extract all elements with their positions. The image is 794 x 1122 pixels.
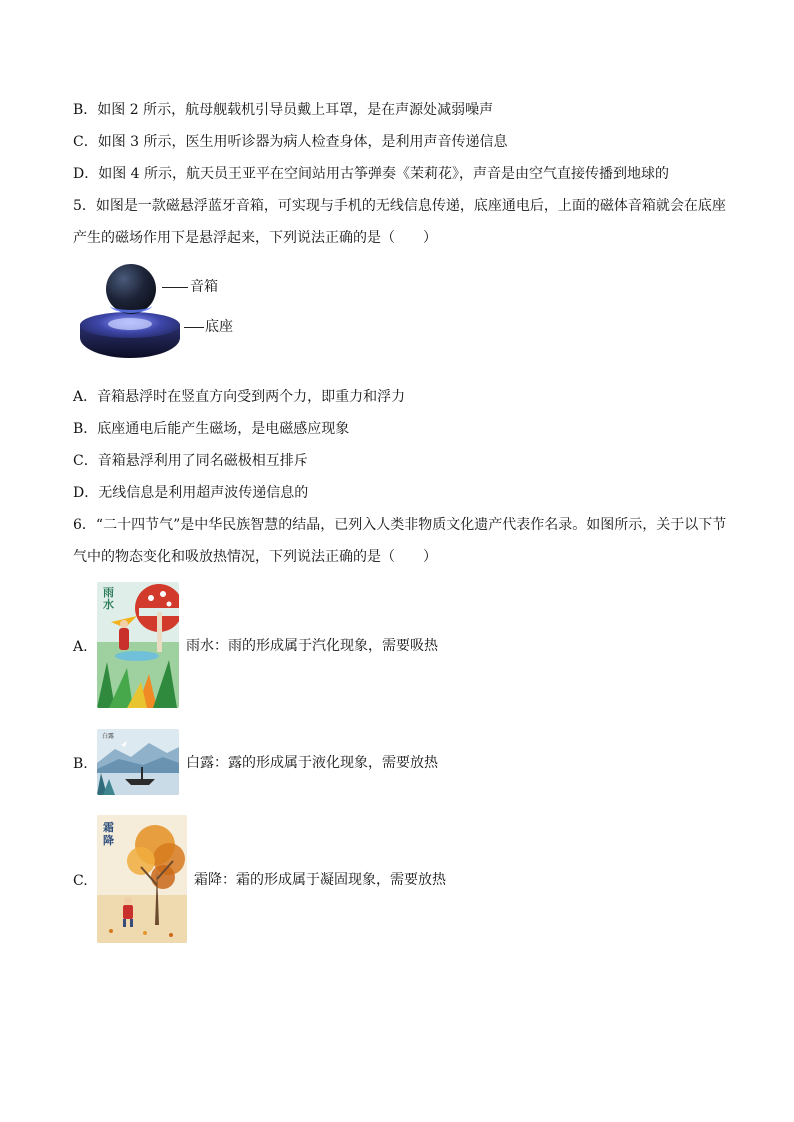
poster-frost-descent <box>97 815 187 943</box>
poster-frost-descent-title: 霜降 <box>103 821 114 847</box>
speaker-figure <box>78 262 188 368</box>
q4-option-c: C．如图 3 所示，医生用听诊器为病人检查身体，是利用声音传递信息 <box>73 134 508 150</box>
speaker-ball-ring <box>110 298 152 313</box>
q6-stem-line-1: 6．“二十四节气”是中华民族智慧的结晶，已列入人类非物质文化遗产代表作名录。如图所示，关于以下节 <box>73 517 727 533</box>
q4-option-d: D．如图 4 所示，航天员王亚平在空间站用古筝弹奏《茉莉花》，声音是由空气直接传播到地球的 <box>73 166 670 182</box>
q5-option-a: A．音箱悬浮时在竖直方向受到两个力，即重力和浮力 <box>73 389 406 405</box>
q5-stem-line-2: 产生的磁场作用下是悬浮起来，下列说法正确的是（ ） <box>73 230 437 246</box>
poster-white-dew-title: 白露 <box>102 733 115 740</box>
callout-line-speaker <box>162 287 188 288</box>
callout-label-base: 底座 <box>205 319 233 335</box>
q6-option-b-label: B. <box>73 756 88 772</box>
q6-stem-line-2: 气中的物态变化和吸放热情况，下列说法正确的是（ ） <box>73 549 437 565</box>
q4-option-b: B．如图 2 所示，航母舰载机引导员戴上耳罩，是在声源处减弱噪声 <box>73 102 494 118</box>
q6-option-a-label: A. <box>73 639 88 655</box>
q6-option-b-text: 白露：露的形成属于液化现象，需要放热 <box>186 755 438 771</box>
q5-stem-line-1: 5．如图是一款磁悬浮蓝牙音箱，可实现与手机的无线信息传递，底座通电后，上面的磁体音箱就会在底座 <box>73 198 726 214</box>
poster-white-dew <box>97 729 179 795</box>
q5-option-d: D．无线信息是利用超声波传递信息的 <box>73 485 309 501</box>
callout-line-base <box>184 327 204 328</box>
poster-rain-water-title: 雨水 <box>103 586 114 611</box>
q5-option-c: C．音箱悬浮利用了同名磁极相互排斥 <box>73 453 308 469</box>
q6-option-a-text: 雨水：雨的形成属于汽化现象，需要吸热 <box>186 638 438 654</box>
poster-rain-water <box>97 582 179 708</box>
q6-option-c-label: C. <box>73 873 88 889</box>
q6-option-c-text: 霜降：霜的形成属于凝固现象，需要放热 <box>194 872 446 888</box>
q5-option-b: B．底座通电后能产生磁场，是电磁感应现象 <box>73 421 350 437</box>
callout-label-speaker: 音箱 <box>190 279 218 295</box>
speaker-base-glow <box>108 318 152 330</box>
